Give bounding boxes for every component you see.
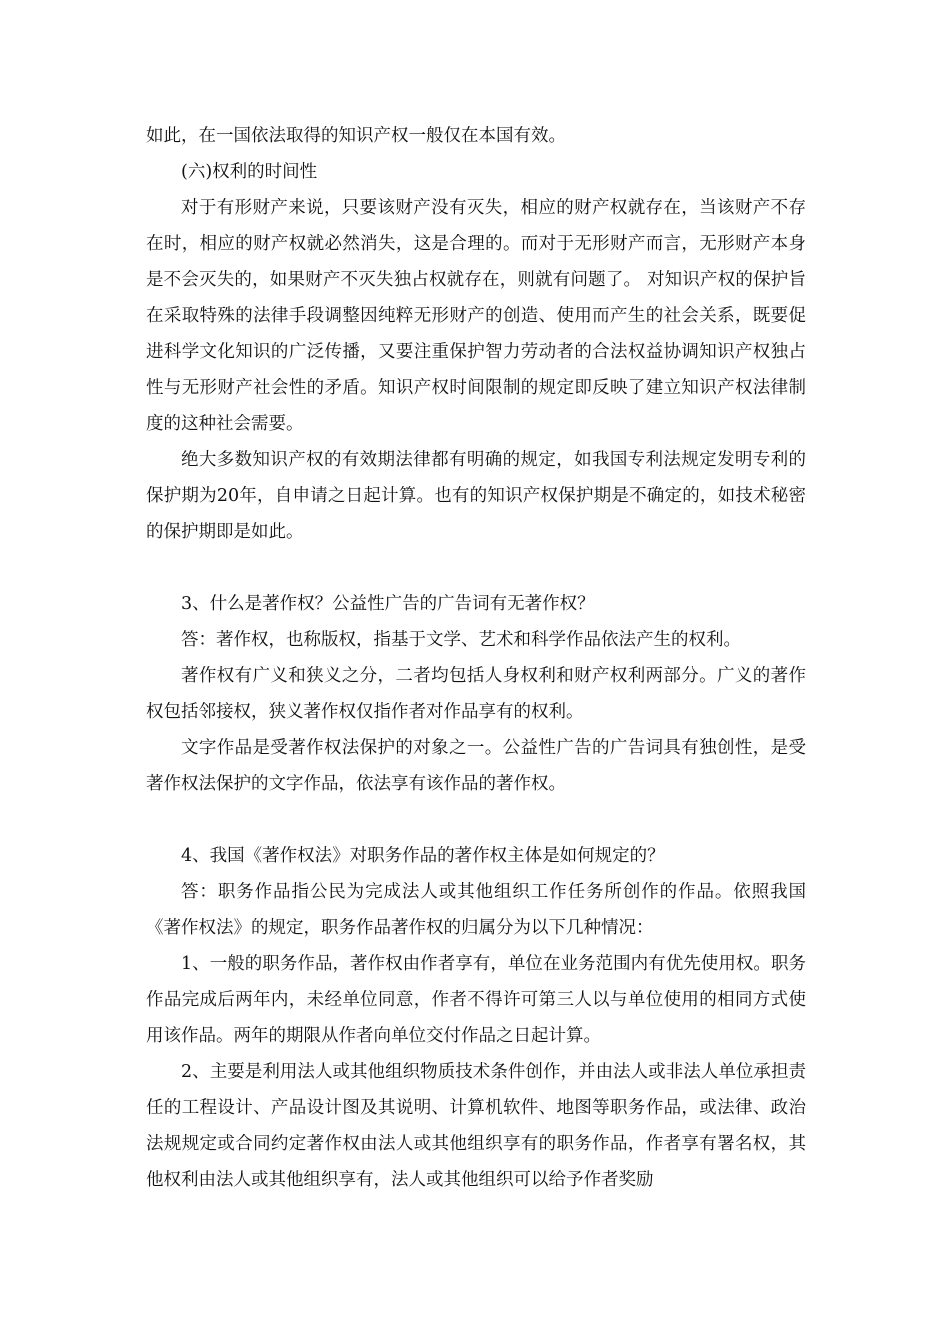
paragraph-validity-period: 绝大多数知识产权的有效期法律都有明确的规定，如我国专利法规定发明专利的保护期为20年，自申请之日起计算。也有的知识产权保护期是不确定的，如技术秘密的保护期即是如此。	[146, 450, 806, 542]
list-item-2: 2、主要是利用法人或其他组织物质技术条件创作，并由法人或非法人单位承担责任的工程设计、产品设计图及其说明、计算机软件、地图等职务作品，或法律、政治法规规定或合同约定著作权由法人或其他组织享有的职务作品，作者享有署名权，其他权利由法人或其他组织享有，法人或其他组织可以给予作者奖励	[146, 1062, 806, 1190]
paragraph-tangible-property: 对于有形财产来说，只要该财产没有灭失，相应的财产权就存在，当该财产不存在时，相应的财产权就必然消失，这是合理的。而对于无形财产而言，无形财产本身是不会灭失的，如果财产不灭失独占权就存在，则就有问题了。 对知识产权的保护旨在采取特殊的法律手段调整因纯粹无形财产的创造、使用而产生的社会关系，既要促进科学文化知识的广泛传播，又要注重保护智力劳动者的合法权益协调知识产权独占性与无形财产社会性的矛盾。知识产权时间限制的规定即反映了建立知识产权法律制度的这种社会需要。	[146, 198, 806, 434]
answer-3-definition: 答：著作权，也称版权，指基于文学、艺术和科学作品依法产生的权利。	[181, 630, 741, 650]
answer-4-intro: 答：职务作品指公民为完成法人或其他组织工作任务所创作的作品。依照我国《著作权法》的规定，职务作品著作权的归属分为以下几种情况：	[146, 882, 806, 938]
blank-line	[146, 550, 806, 586]
section-heading-time-limit: (六)权利的时间性	[181, 162, 318, 182]
paragraph-slogan-copyright: 文字作品是受著作权法保护的对象之一。公益性广告的广告词具有独创性，是受著作权法保护的文字作品，依法享有该作品的著作权。	[146, 738, 806, 794]
blank-line	[146, 802, 806, 838]
question-4-heading: 4、我国《著作权法》对职务作品的著作权主体是如何规定的？	[181, 846, 665, 866]
question-3-heading: 3、什么是著作权？公益性广告的广告词有无著作权？	[181, 594, 595, 614]
paragraph-broad-narrow-copyright: 著作权有广义和狭义之分，二者均包括人身权利和财产权利两部分。广义的著作权包括邻接权，狭义著作权仅指作者对作品享有的权利。	[146, 666, 806, 722]
document-body	[146, 118, 806, 1198]
paragraph-continuation: 如此，在一国依法取得的知识产权一般仅在本国有效。	[146, 126, 566, 146]
list-item-1: 1、一般的职务作品，著作权由作者享有，单位在业务范围内有优先使用权。职务作品完成后两年内，未经单位同意，作者不得许可第三人以与单位使用的相同方式使用该作品。两年的期限从作者向单位交付作品之日起计算。	[146, 954, 806, 1046]
